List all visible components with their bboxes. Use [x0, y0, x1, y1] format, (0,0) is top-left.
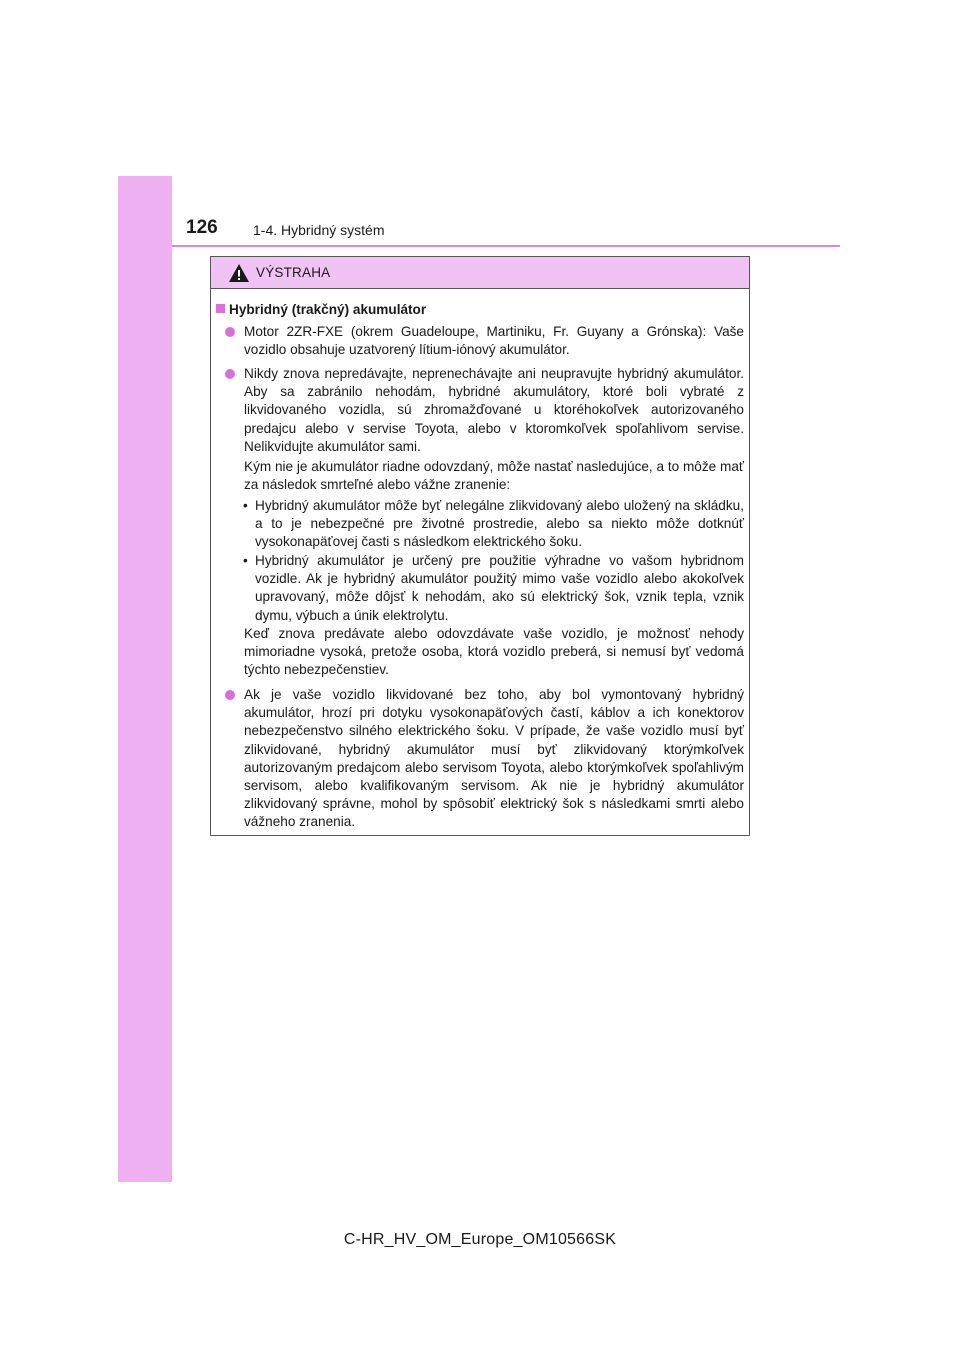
- list-item: [244, 323, 744, 359]
- bullet-dot-icon: [225, 369, 235, 379]
- warning-triangle-icon: [228, 263, 250, 283]
- page-number: 126: [186, 217, 218, 238]
- warning-box: [210, 256, 750, 836]
- square-bullet-icon: [216, 304, 225, 313]
- warning-title: VÝSTRAHA: [256, 265, 331, 280]
- bullet-text: Nikdy znova nepredávajte, neprenechávajte ani neupravujte hybridný akumulátor. Aby sa zabránilo nehodám, hybridné akumulátory, ktoré boli vybraté z likvidovaného vozidla, sú zhromažďované u ktoréhokoľvek autorizovaného predajcu alebo v servise Toyota, alebo v ktoromkoľvek spoľahlivom servise. Nelikvidujte akumulátor sami.: [244, 366, 744, 454]
- bullet-text: Motor 2ZR-FXE (okrem Guadeloupe, Martiniku, Fr. Guyany a Grónska): Vaše vozidlo obsahuje uzatvorený lítium-iónový akumulátor.: [244, 324, 744, 358]
- sub-bullet-mark: •: [243, 553, 248, 568]
- bullet-dot-icon: [225, 327, 235, 337]
- warning-heading: [216, 301, 426, 319]
- paragraph-intro: Kým nie je akumulátor riadne odovzdaný, môže nastať nasledujúce, a to môže mať za následok smrteľné alebo vážne zranenie:: [244, 459, 744, 493]
- header-divider: [172, 245, 840, 247]
- document-code: C-HR_HV_OM_Europe_OM10566SK: [343, 1231, 617, 1248]
- sub-bullet-mark: •: [243, 498, 248, 513]
- warning-header: [211, 257, 749, 289]
- sub-item-text: Hybridný akumulátor je určený pre použitie výhradne vo vašom hybridnom vozidle. Ak je hybridný akumulátor použitý mimo vaše vozidlo alebo akokoľvek upravovaný, môže dôjsť k nehodám, ako sú elektrický šok, vznik tepla, vznik dymu, výbuch a únik elektrolytu.: [255, 553, 744, 623]
- bullet-dot-icon: [225, 690, 235, 700]
- paragraph-outro: Keď znova predávate alebo odovzdávate vaše vozidlo, je možnosť nehody mimoriadne vysoká, pretože osoba, ktorá vozidlo preberá, si nemusí byť vedomá týchto nebezpečenstiev.: [244, 626, 744, 678]
- warning-heading-text: Hybridný (trakčný) akumulátor: [229, 302, 427, 317]
- sub-list-item: [243, 497, 744, 552]
- sub-item-text: Hybridný akumulátor môže byť nelegálne zlikvidovaný alebo uložený na skládku, a to je nebezpečné pre životné prostredie, alebo sa niekto môže dotknúť vysokonapäťovej časti s následkom elektrického šoku.: [255, 498, 744, 550]
- list-item: [244, 365, 744, 456]
- side-tab-band: [118, 176, 172, 1182]
- sub-list-item: [243, 552, 744, 625]
- bullet-text: Ak je vaše vozidlo likvidované bez toho, aby bol vymontovaný hybridný akumulátor, hrozí pri dotyku vysokonapäťových častí, káblov a ich konektorov nebezpečenstvo silného elektrického šoku. V prípade, že vaše vozidlo musí byť zlikvidované, hybridný akumulátor musí byť zlikvidovaný ktorýmkoľvek autorizovaným predajcom alebo servisom Toyota, alebo ktorýmkoľvek spoľahlivým servisom, alebo kvalifikovaným servisom. Ak nie je hybridný akumulátor zlikvidovaný správne, mohol by spôsobiť elektrický šok s následkami smrti alebo vážneho zranenia.: [244, 687, 744, 830]
- section-title: 1-4. Hybridný systém: [253, 222, 385, 238]
- list-item: [244, 686, 744, 832]
